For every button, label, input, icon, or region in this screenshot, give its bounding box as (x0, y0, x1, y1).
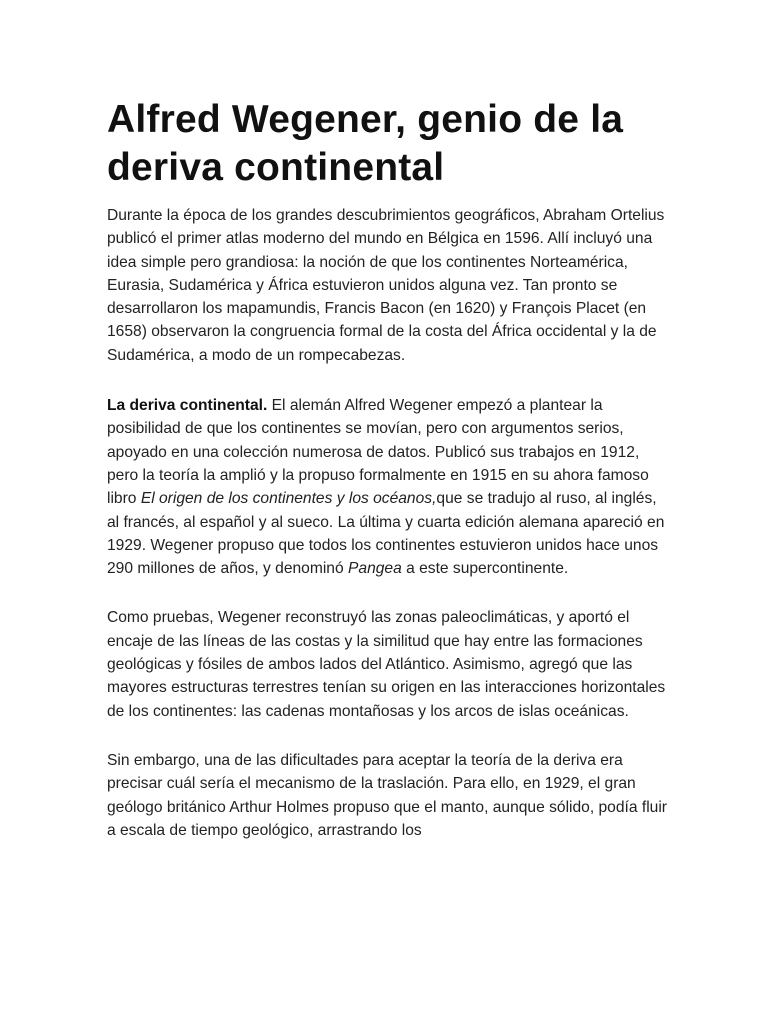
paragraph-mecanismo: Sin embargo, una de las dificultades para aceptar la teoría de la deriva era precisar cuál sería el mecanismo de la traslación. Para ello, en 1929, el gran geólogo británico Arthur Holmes propuso que el manto, aunque sólido, podía fluir a escala de tiempo geológico, arrastrando los (107, 751, 667, 839)
paragraph-text-segment: que se tradujo al ruso, al inglés, al francés, al español y al sueco. La última y cuarta edición alemana apareció en 1929. Wegener propuso que todos los continentes estuvieron unidos hace unos 290 millones de años, y denominó (107, 490, 665, 578)
paragraph-lead-heading: La deriva continental. (107, 397, 268, 415)
paragraph-pruebas: Como pruebas, Wegener reconstruyó las zonas paleoclimáticas, y aportó el encaje de las líneas de las costas y la similitud que hay entre las formaciones geológicas y fósiles de ambos lados del Atlántico. Asimismo, agregó que las mayores estructuras terrestres tenían su origen en las interacciones horizontales de los continentes: las cadenas montañosas y los arcos de islas oceánicas. (107, 609, 666, 720)
book-title: El origen de los continentes y los océanos, (140, 490, 437, 508)
paragraph-ortelius: Durante la época de los grandes descubrimientos geográficos, Abraham Ortelius publicó el primer atlas moderno del mundo en Bélgica en 1596. Allí incluyó una idea simple pero grandiosa: la noción de que los continentes Norteamérica, Eurasia, Sudamérica y África estuvieron unidos alguna vez. Tan pronto se desarrollaron los mapamundis, Francis Bacon (en 1620) y François Placet (en 1658) observaron la congruencia formal de la costa del África occidental y la de Sudamérica, a modo de un rompecabezas. (107, 207, 665, 364)
paragraph-text-segment: El alemán Alfred Wegener empezó a plantear la posibilidad de que los continentes se movían, pero con argumentos serios, apoyado en una colección numerosa de datos. Publicó sus trabajos en 1912, pero la teoría la amplió y la propuso formalmente en 1915 en su ahora famoso libro (107, 397, 649, 508)
pangea-term: Pangea (348, 560, 402, 578)
document-page (107, 96, 667, 842)
paragraph-text-segment: a este supercontinente. (401, 560, 569, 578)
article-title: Alfred Wegener, genio de la deriva continental (107, 98, 624, 189)
paragraph-deriva-continental (107, 394, 667, 580)
